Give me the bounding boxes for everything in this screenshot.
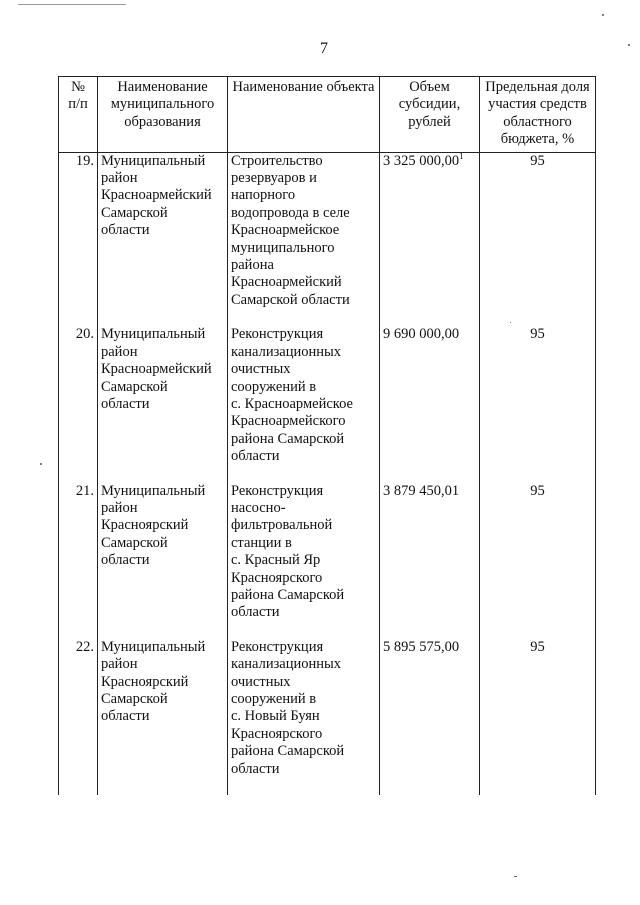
scan-speck [514, 876, 517, 877]
object-cell: Реконструкция канализационных очистных сооружений в с. Новый Буян Красноярского района Самарской области [228, 639, 380, 795]
table-row [59, 152, 596, 326]
row-number: 21. [59, 483, 98, 639]
row-number: 20. [59, 326, 98, 482]
scan-speck [40, 463, 42, 465]
footnote-marker: 1 [459, 150, 464, 161]
object-cell: Реконструкция насосно- фильтровальной станции в с. Красный Яр Красноярского района Самарской области [228, 483, 380, 639]
scan-edge-line [18, 4, 126, 5]
share-cell: 95 [480, 326, 596, 482]
table-header-row [59, 77, 596, 153]
header-municipality: Наименование муниципального образования [98, 77, 228, 153]
amount-value: 9 690 000,00 [383, 326, 460, 343]
page-number: 7 [320, 40, 328, 57]
amount-cell [380, 152, 480, 326]
object-cell: Реконструкция канализационных очистных сооружений в с. Красноармейское Красноармейского района Самарской области [228, 326, 380, 482]
amount-cell [380, 483, 480, 639]
amount-value: 3 879 450,01 [383, 482, 460, 499]
amount-cell [380, 326, 480, 482]
table-row [59, 639, 596, 795]
municipality-cell: Муниципальный район Красноярский Самарской области [98, 639, 228, 795]
header-share: Предельная доля участия средств областного бюджета, % [480, 77, 596, 153]
amount-value: 3 325 000,00 [383, 152, 460, 169]
share-cell: 95 [480, 639, 596, 795]
municipality-cell: Муниципальный район Красноармейский Самарской области [98, 152, 228, 326]
header-no: № п/п [59, 77, 98, 153]
municipality-cell: Муниципальный район Красноярский Самарской области [98, 483, 228, 639]
row-number: 22. [59, 639, 98, 795]
share-cell: 95 [480, 152, 596, 326]
municipality-cell: Муниципальный район Красноармейский Самарской области [98, 326, 228, 482]
amount-cell [380, 639, 480, 795]
amount-value: 5 895 575,00 [383, 638, 460, 655]
table-row [59, 326, 596, 482]
object-cell: Строительство резервуаров и напорного водопровода в селе Красноармейское муниципального района Красноармейский Самарской области [228, 152, 380, 326]
scan-speck [602, 14, 604, 16]
header-amount: Объем субсидии, рублей [380, 77, 480, 153]
table-row [59, 483, 596, 639]
subsidy-table [58, 76, 596, 795]
share-cell: 95 [480, 483, 596, 639]
row-number: 19. [59, 152, 98, 326]
header-object: Наименование объекта [228, 77, 380, 153]
